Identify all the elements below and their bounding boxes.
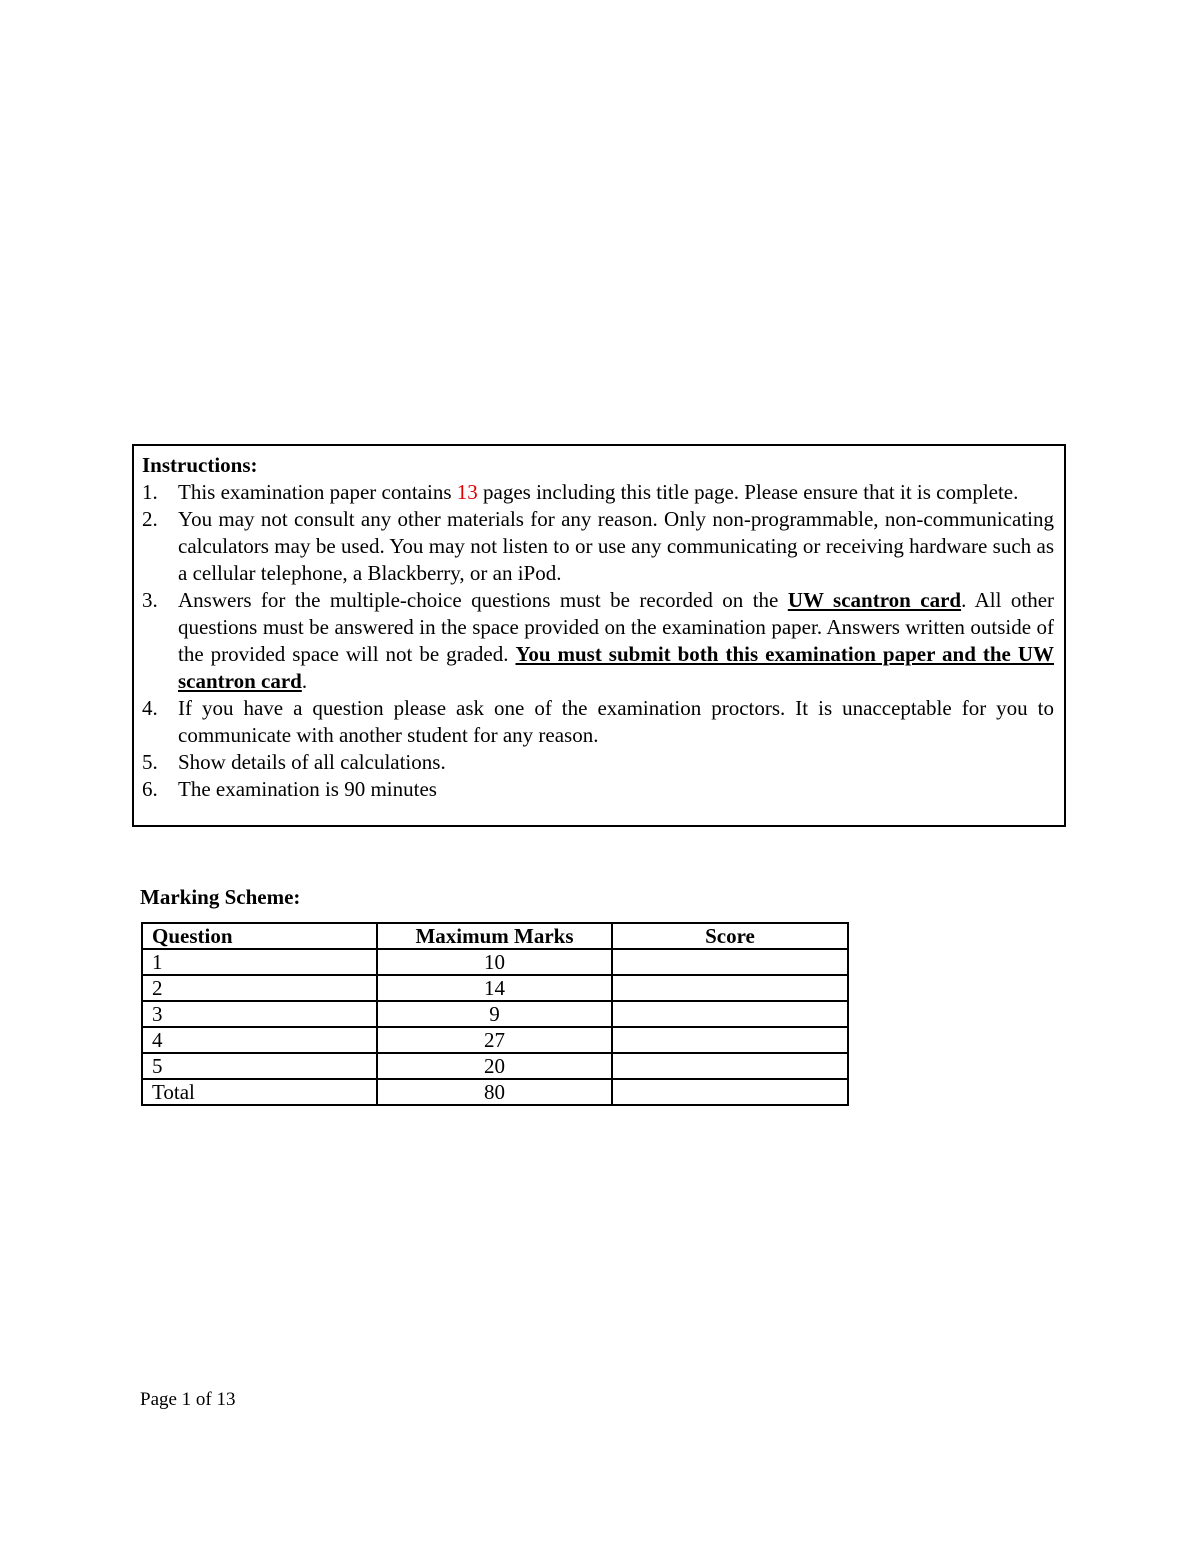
header-maximum-marks: Maximum Marks	[377, 923, 612, 949]
scantron-card-emphasis: UW scantron card	[787, 588, 962, 612]
instructions-box	[132, 444, 1066, 827]
score-cell	[612, 1079, 848, 1105]
table-row	[142, 975, 848, 1001]
instruction-text: If you have a question please ask one of the examination proctors. It is unacceptable for you to communicate with another student for any reason.	[178, 696, 1054, 747]
instruction-number: 2.	[142, 507, 158, 531]
marking-scheme-table	[141, 922, 849, 1106]
instruction-item-2	[142, 506, 1054, 587]
instruction-item-1	[142, 479, 1054, 506]
instructions-heading: Instructions:	[142, 453, 258, 477]
table-row	[142, 949, 848, 975]
question-cell: Total	[142, 1079, 377, 1105]
instruction-item-3	[142, 587, 1054, 695]
max-marks-cell: 80	[377, 1079, 612, 1105]
question-cell: 2	[142, 975, 377, 1001]
header-score: Score	[612, 923, 848, 949]
instruction-text: This examination paper contains	[178, 480, 457, 504]
instruction-item-5	[142, 749, 1054, 776]
score-cell	[612, 1027, 848, 1053]
instructions-list	[142, 479, 1054, 803]
instruction-text: . All other questions must be answered in the space provided on the examination paper. Answers written outside of the provided space will not be graded.	[178, 588, 1055, 666]
max-marks-cell: 20	[377, 1053, 612, 1079]
instruction-text: Answers for the multiple-choice questions must be recorded on the	[178, 588, 788, 612]
table-row	[142, 1053, 848, 1079]
instruction-number: 4.	[142, 696, 158, 720]
question-cell: 4	[142, 1027, 377, 1053]
question-cell: 1	[142, 949, 377, 975]
instruction-text: The examination is 90 minutes	[178, 777, 437, 801]
score-cell	[612, 1053, 848, 1079]
instruction-number: 6.	[142, 777, 158, 801]
max-marks-cell: 14	[377, 975, 612, 1001]
marking-scheme-heading: Marking Scheme:	[140, 885, 301, 909]
max-marks-cell: 9	[377, 1001, 612, 1027]
instruction-item-4	[142, 695, 1054, 749]
score-cell	[612, 1001, 848, 1027]
page-number-footer: Page 1 of 13	[140, 1389, 236, 1410]
submit-both-emphasis: You must submit both this examination paper and the UW scantron card	[178, 642, 1054, 693]
table-header-row	[142, 923, 848, 949]
instruction-item-6	[142, 776, 1054, 803]
score-cell	[612, 949, 848, 975]
page-count-highlight: 13	[456, 480, 478, 504]
max-marks-cell: 10	[377, 949, 612, 975]
question-cell: 5	[142, 1053, 377, 1079]
header-question: Question	[142, 923, 377, 949]
instruction-number: 3.	[142, 588, 158, 612]
instruction-text: pages including this title page. Please ensure that it is complete.	[477, 480, 1019, 504]
instruction-text: You may not consult any other materials for any reason. Only non-programmable, non-communicating calculators may be used. You may not listen to or use any communicating or receiving hardware such as a cellular telephone, a Blackberry, or an iPod.	[178, 507, 1054, 585]
instruction-text: Show details of all calculations.	[178, 750, 446, 774]
table-row	[142, 1027, 848, 1053]
instruction-number: 1.	[142, 480, 158, 504]
instruction-number: 5.	[142, 750, 158, 774]
table-row	[142, 1001, 848, 1027]
instruction-text: .	[301, 669, 308, 693]
table-row-total	[142, 1079, 848, 1105]
question-cell: 3	[142, 1001, 377, 1027]
max-marks-cell: 27	[377, 1027, 612, 1053]
score-cell	[612, 975, 848, 1001]
